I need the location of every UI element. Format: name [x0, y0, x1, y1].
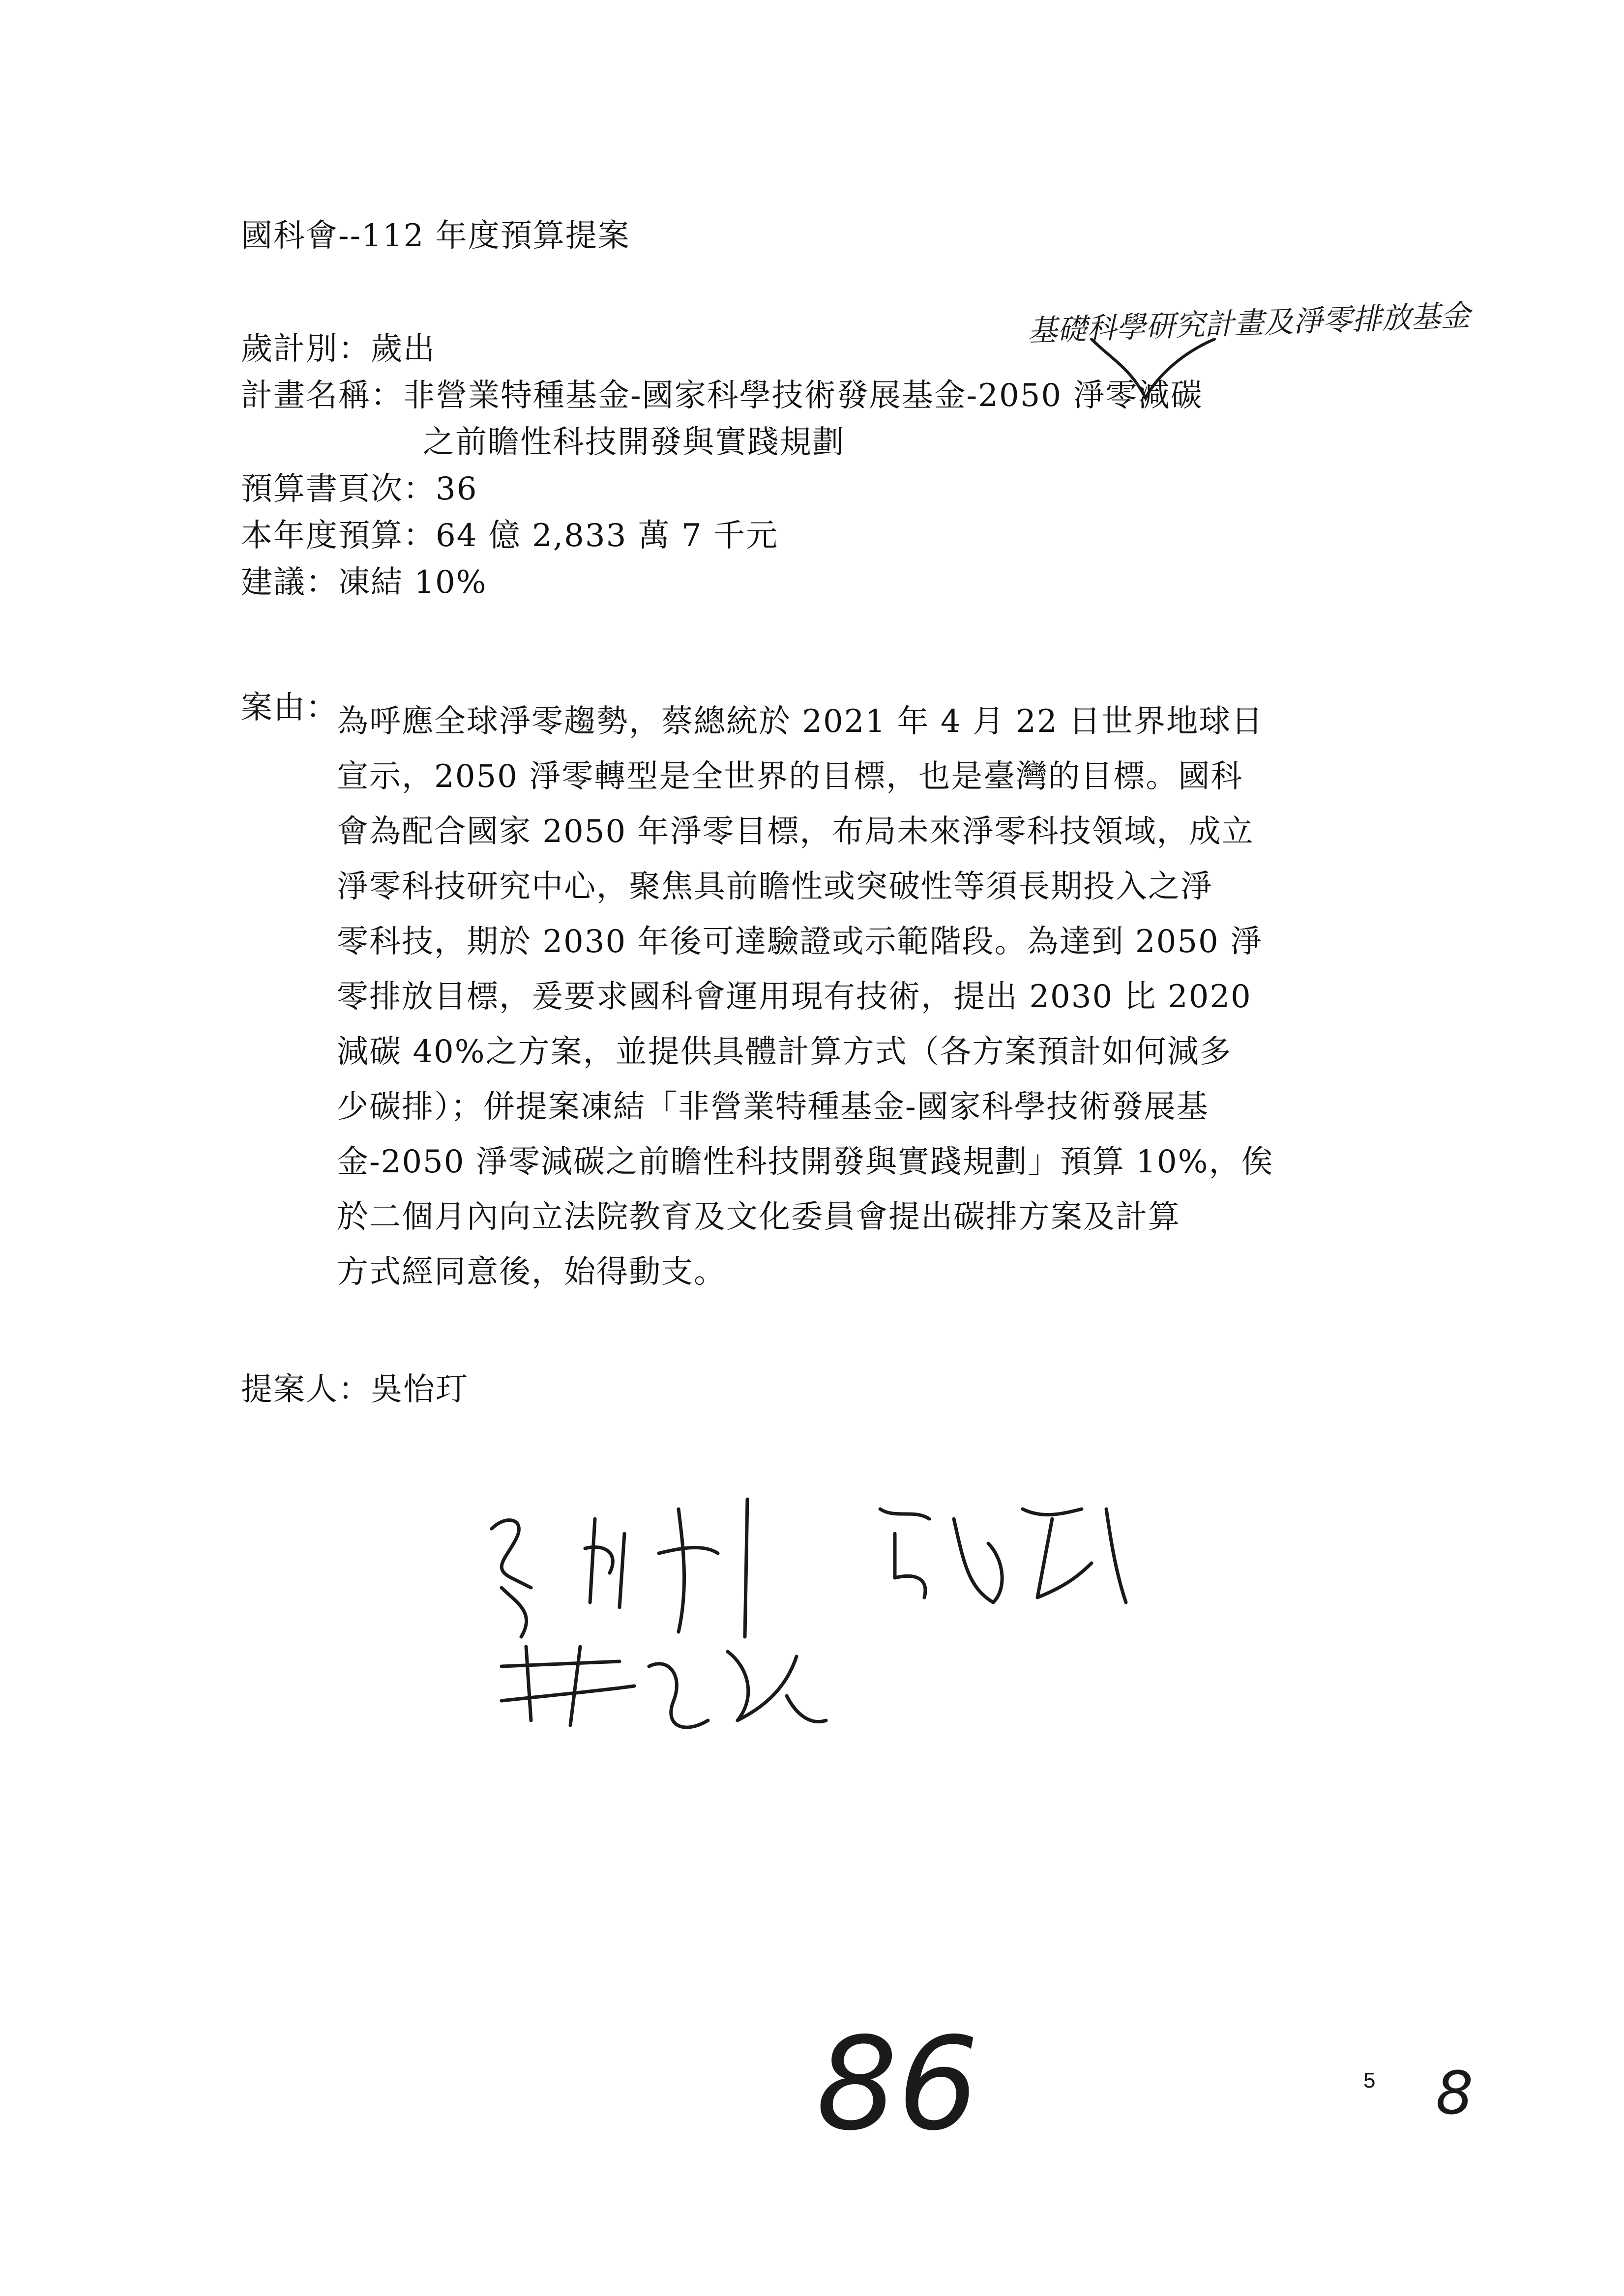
reason-line: 減碳 40%之方案，並提供具體計算方式（各方案預計如何減多 — [337, 1034, 1232, 1070]
handwritten-number: 86 — [816, 2010, 979, 2159]
field-budget-page: 預算書頁次：36 — [241, 471, 478, 507]
reason-line: 少碳排）；併提案凍結「非營業特種基金-國家科學技術發展基 — [337, 1089, 1209, 1125]
reason-label: 案由： — [241, 690, 338, 726]
field-plan-name-continued: 之前瞻性科技開發與實踐規劃 — [423, 424, 845, 461]
handwritten-insertion-note: 基礎科學研究計畫及淨零排放基金 — [1027, 298, 1471, 349]
reason-line: 淨零科技研究中心，聚焦具前瞻性或突破性等須長期投入之淨 — [337, 869, 1213, 905]
reason-line: 零排放目標，爰要求國科會運用現有技術，提出 2030 比 2020 — [337, 979, 1252, 1015]
handwritten-signatures — [472, 1489, 1210, 1765]
reason-line: 方式經同意後，始得動支。 — [337, 1254, 726, 1290]
field-suggestion: 建議：凍結 10% — [241, 564, 487, 601]
proposer: 提案人：吳怡玎 — [241, 1371, 468, 1408]
page-number: 5 — [1363, 2068, 1376, 2093]
reason-line: 金-2050 淨零減碳之前瞻性科技開發與實踐規劃」預算 10%，俟 — [337, 1144, 1274, 1180]
field-plan-name: 計畫名稱：非營業特種基金-國家科學技術發展基金-2050 淨零減碳 — [241, 378, 1203, 414]
reason-line: 於二個月內向立法院教育及文化委員會提出碳排方案及計算 — [337, 1199, 1181, 1235]
reason-paragraph — [337, 694, 1379, 1300]
reason-line: 零科技，期於 2030 年後可達驗證或示範階段。為達到 2050 淨 — [337, 924, 1263, 960]
document-heading: 國科會--112 年度預算提案 — [241, 218, 630, 254]
field-budget-amount: 本年度預算：64 億 2,833 萬 7 千元 — [241, 518, 779, 554]
handwritten-corner-number: 8 — [1436, 2060, 1474, 2128]
reason-line: 宣示，2050 淨零轉型是全世界的目標，也是臺灣的目標。國科 — [337, 758, 1243, 795]
reason-line: 會為配合國家 2050 年淨零目標，布局未來淨零科技領域，成立 — [337, 814, 1254, 850]
field-category: 歲計別：歲出 — [241, 331, 436, 367]
reason-line: 為呼應全球淨零趨勢，蔡總統於 2021 年 4 月 22 日世界地球日 — [337, 703, 1264, 740]
